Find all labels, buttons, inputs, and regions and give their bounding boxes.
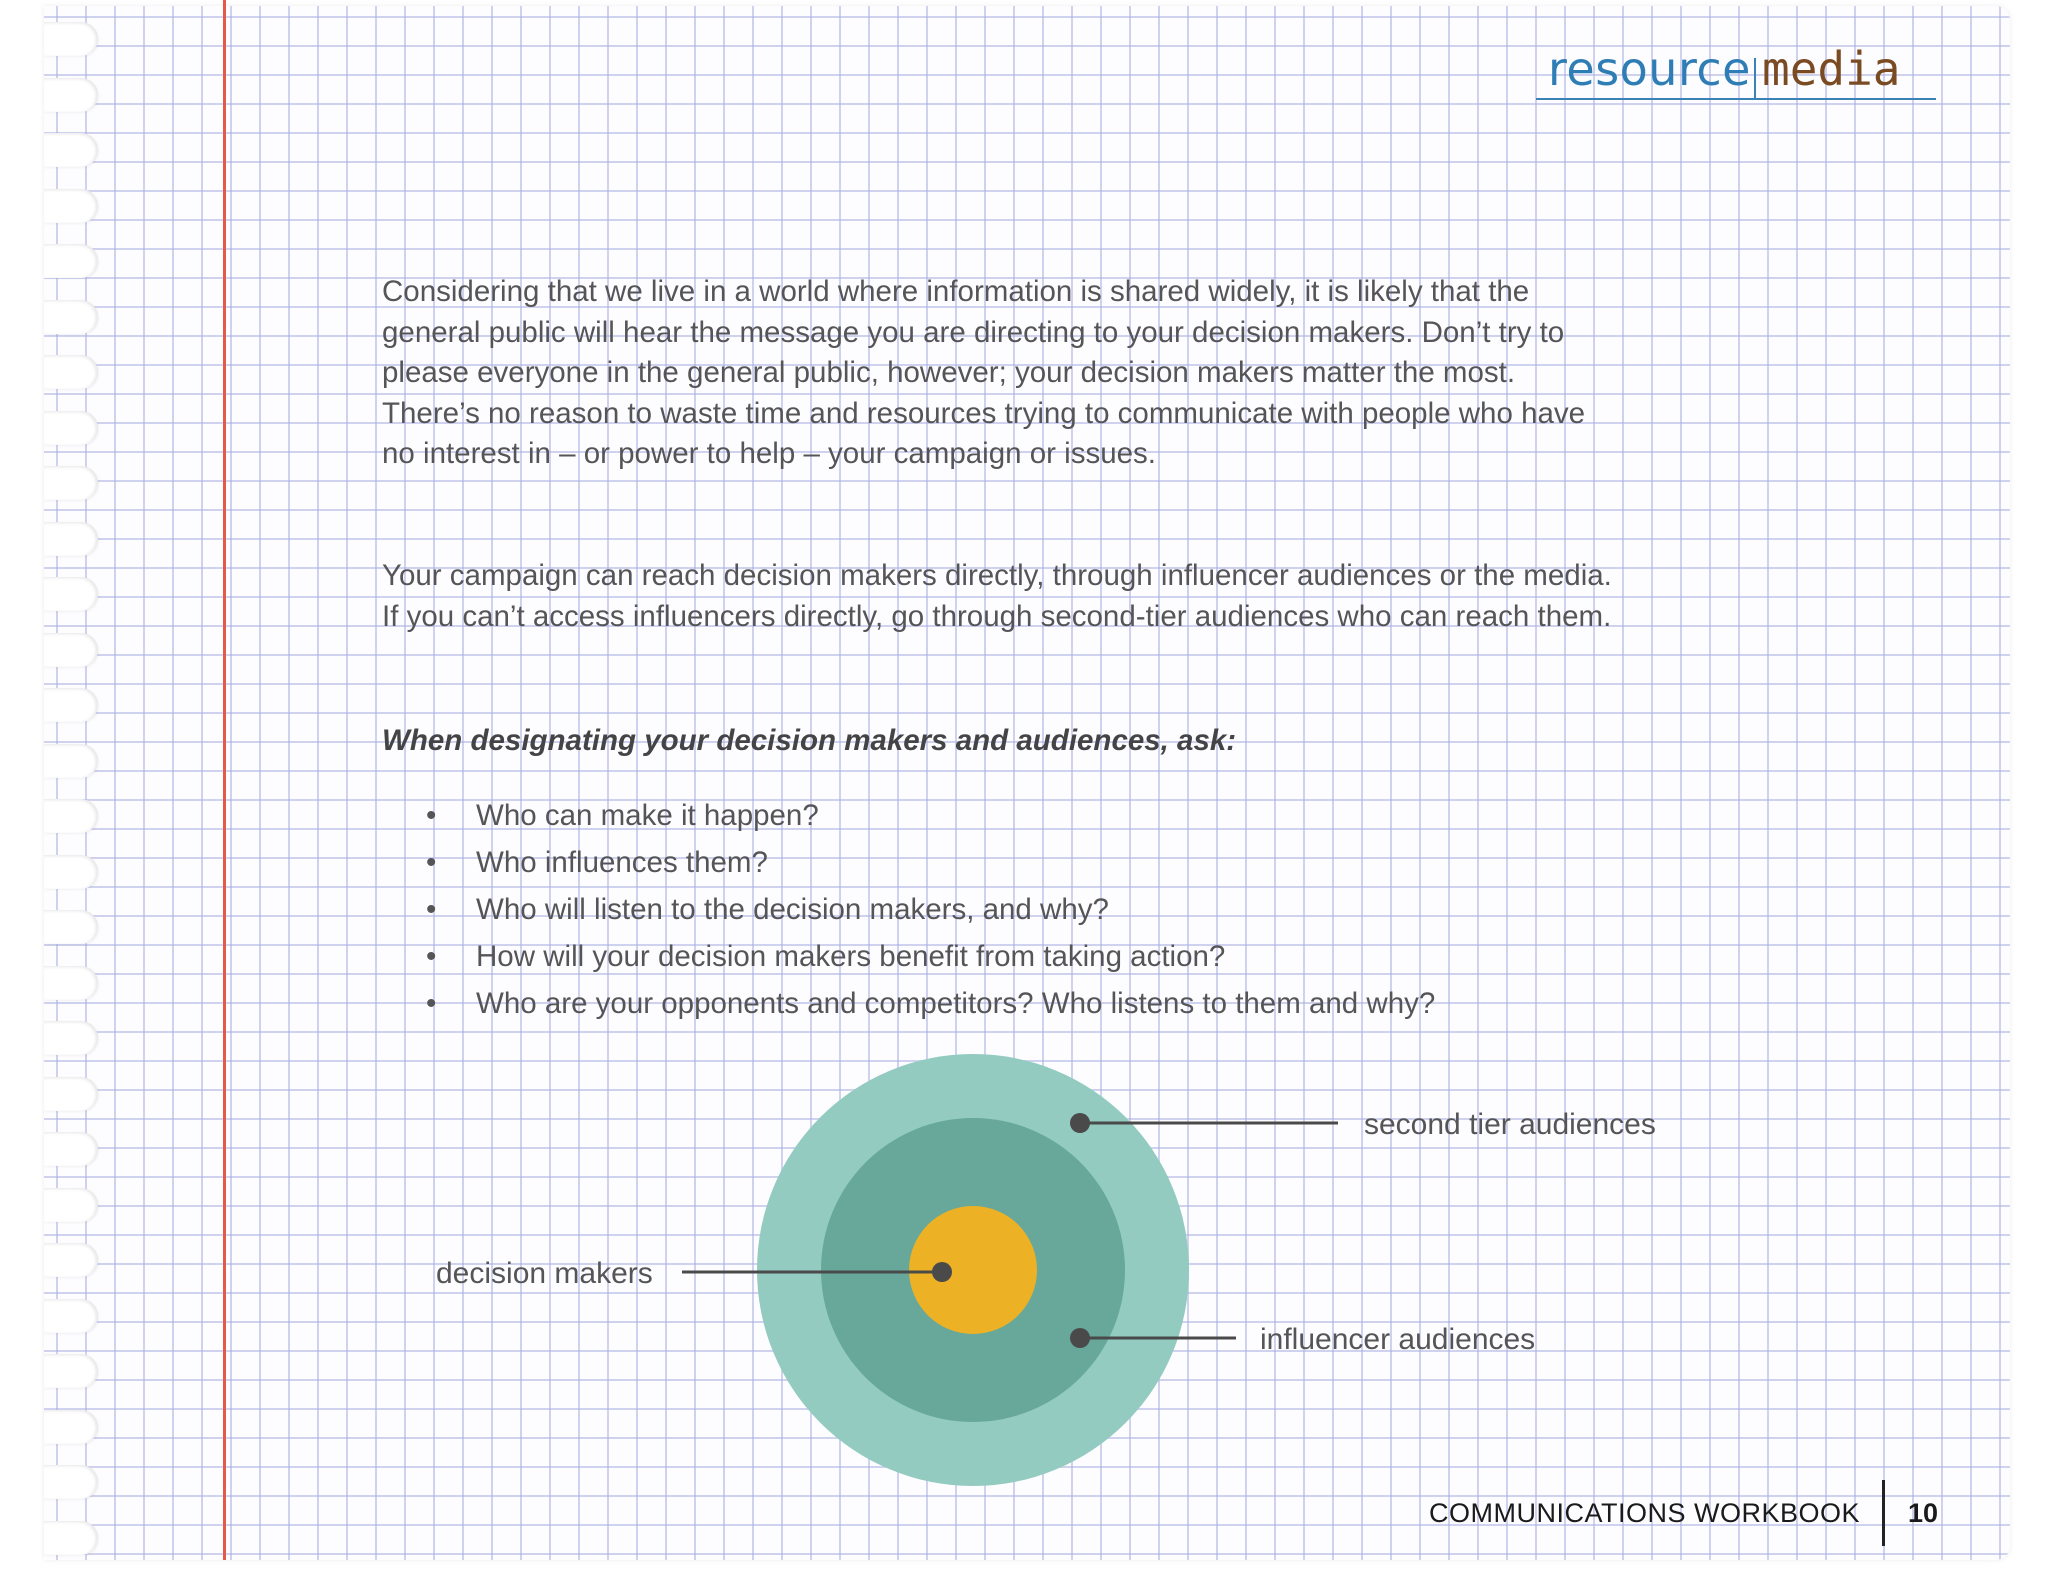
binding-hole <box>44 577 98 611</box>
binding-hole <box>44 1299 98 1333</box>
binding-hole <box>44 1465 98 1499</box>
binding-hole <box>44 411 98 445</box>
logo-divider <box>1754 58 1756 98</box>
logo-word-resource: resource <box>1548 42 1751 96</box>
binding-hole <box>44 633 98 667</box>
binding-hole <box>44 22 98 56</box>
red-margin-line <box>223 0 226 1560</box>
binding-hole <box>44 189 98 223</box>
binding-hole <box>44 1410 98 1444</box>
binding-hole <box>44 744 98 778</box>
binding-hole <box>44 688 98 722</box>
binding-hole <box>44 1077 98 1111</box>
footer-workbook-title: COMMUNICATIONS WORKBOOK <box>1428 1498 1860 1528</box>
spiral-binding-holes <box>44 0 106 1582</box>
decision-makers-leader-dot <box>932 1262 952 1282</box>
binding-hole <box>44 799 98 833</box>
binding-hole <box>44 522 98 556</box>
binding-hole <box>44 1243 98 1277</box>
binding-hole <box>44 300 98 334</box>
resource-media-logo <box>1536 42 1936 100</box>
binding-hole <box>44 855 98 889</box>
binding-hole <box>44 966 98 1000</box>
second-tier-audiences-label: second tier audiences <box>1364 1108 1656 1141</box>
logo-word-media: media <box>1762 42 1901 96</box>
binding-hole <box>44 1132 98 1166</box>
binding-hole <box>44 1021 98 1055</box>
reach-paragraph: Your campaign can reach decision makers directly, through influencer audiences or the media. If you can’t access influencers directly, go through second-tier audiences who can reach them. <box>382 559 1612 633</box>
ask-heading: When designating your decision makers and audiences, ask: <box>382 724 1237 757</box>
binding-hole <box>44 78 98 112</box>
binding-hole <box>44 133 98 167</box>
question-list <box>382 792 1435 1027</box>
binding-hole <box>44 1354 98 1388</box>
question-item: • Who are your opponents and competitors? Who listens to them and why? <box>382 980 1435 1027</box>
binding-hole <box>44 244 98 278</box>
intro-paragraph: Considering that we live in a world where information is shared widely, it is likely that the general public will hear the message you are directing to your decision makers. Don’t try to please everyone in the general public, however; your decision makers matter the most. There’s no reason to waste time and resources trying to communicate with people who have no interest in – or power to help – your campaign or issues. <box>382 275 1586 470</box>
question-item: • Who influences them? <box>382 839 1435 886</box>
page-number: 10 <box>1908 1498 1939 1528</box>
second-tier-leader-dot <box>1070 1113 1090 1133</box>
question-item: • Who will listen to the decision makers, and why? <box>382 886 1435 933</box>
binding-hole <box>44 1521 98 1555</box>
binding-hole <box>44 910 98 944</box>
binding-hole <box>44 1188 98 1222</box>
question-item: • How will your decision makers benefit from taking action? <box>382 933 1435 980</box>
binding-hole <box>44 466 98 500</box>
decision-makers-circle <box>909 1206 1037 1334</box>
question-item: • Who can make it happen? <box>382 792 1435 839</box>
decision-makers-label: decision makers <box>436 1257 653 1290</box>
influencer-leader-dot <box>1070 1328 1090 1348</box>
footer-divider <box>1882 1480 1885 1546</box>
influencer-audiences-label: influencer audiences <box>1260 1323 1536 1356</box>
audience-circles-diagram <box>420 1040 1710 1490</box>
binding-hole <box>44 355 98 389</box>
